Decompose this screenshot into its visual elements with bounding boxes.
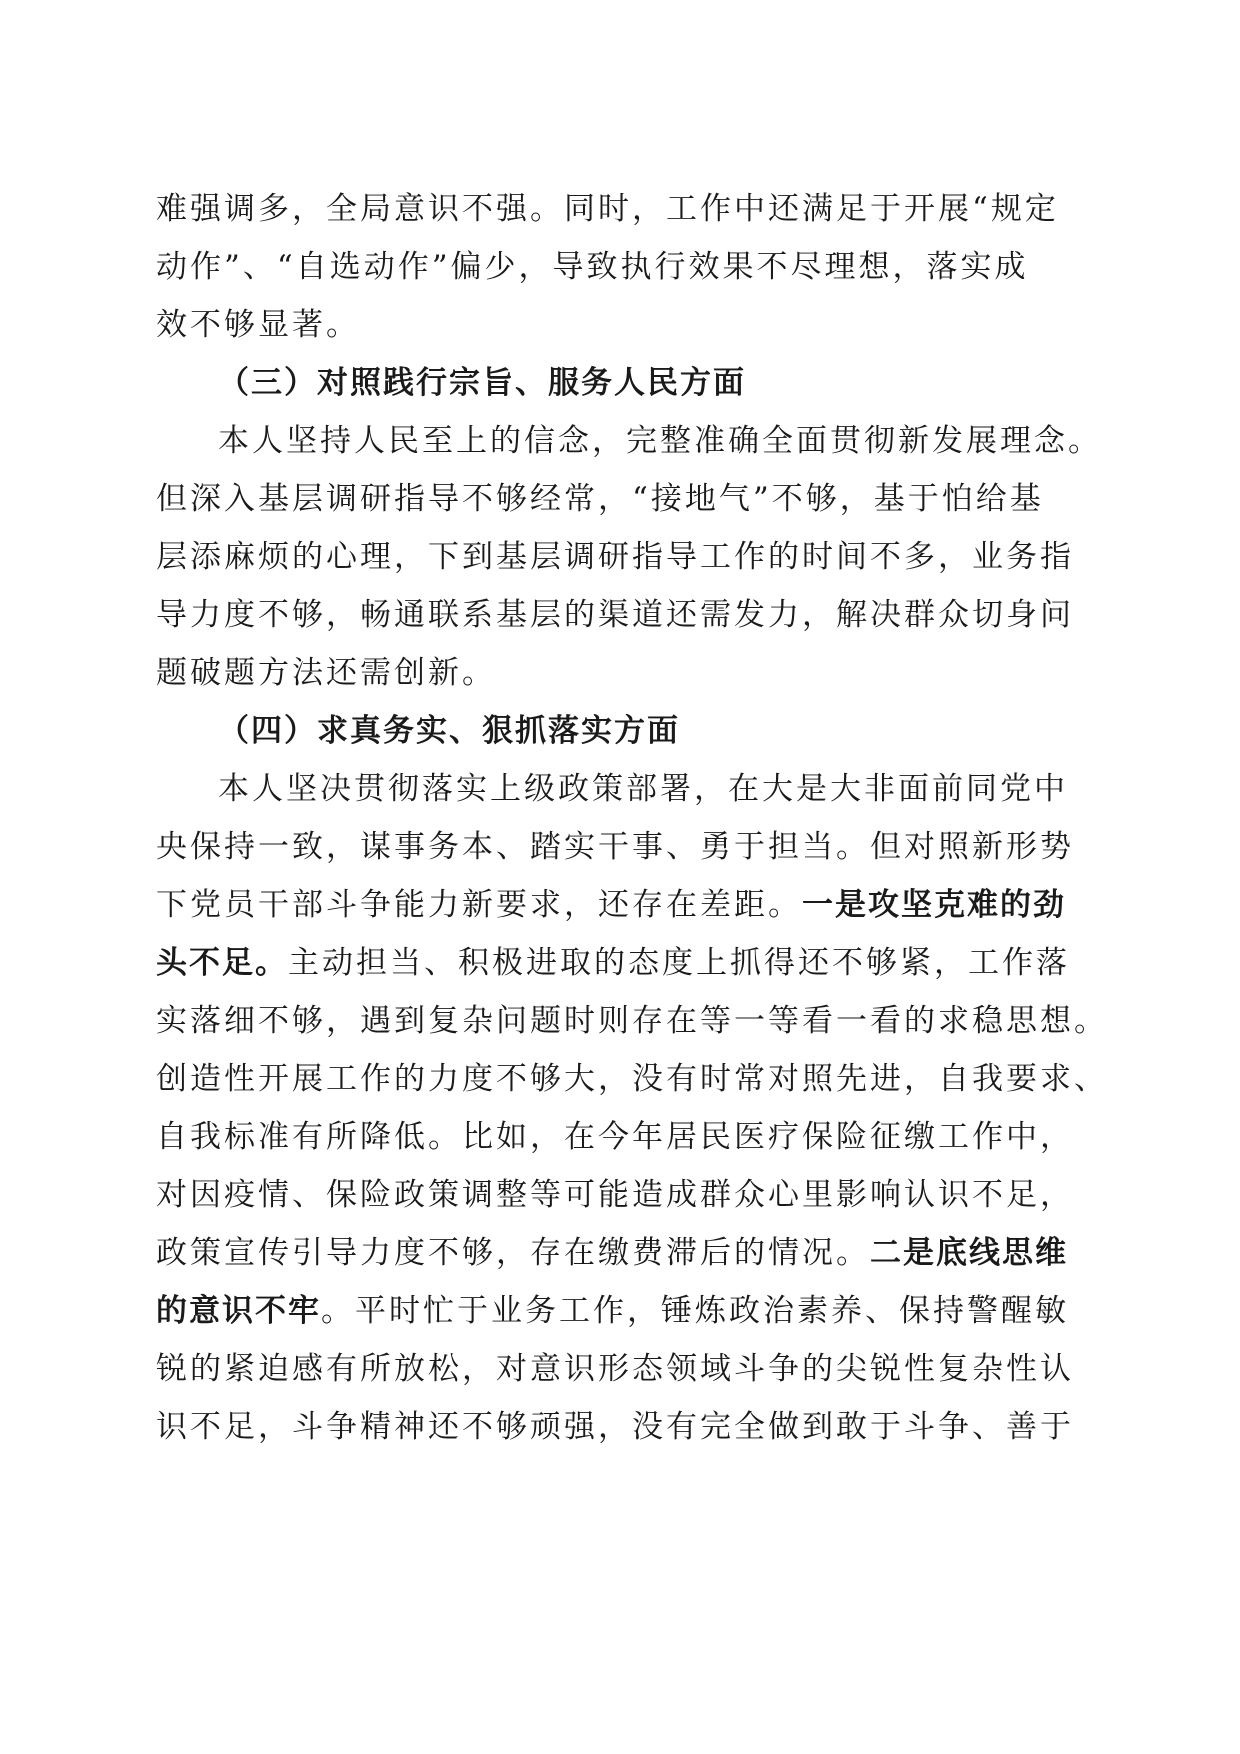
paragraph-line bbox=[156, 1224, 1086, 1282]
paragraph-line: 动作”、“自选动作”偏少，导致执行效果不尽理想，落实成 bbox=[156, 249, 1029, 285]
bold-point-1: 一是攻坚克难的劲 bbox=[802, 887, 1066, 923]
paragraph-line bbox=[156, 1282, 1086, 1340]
paragraph-line: 本人坚持人民至上的信念，完整准确全面贯彻新发展理念。 bbox=[218, 423, 1102, 459]
paragraph-line: 央保持一致，谋事务本、踏实干事、勇于担当。但对照新形势 bbox=[156, 829, 1074, 865]
paragraph-line: 层添麻烦的心理，下到基层调研指导工作的时间不多，业务指 bbox=[156, 539, 1074, 575]
paragraph-line bbox=[156, 934, 1086, 992]
paragraph-line: 但深入基层调研指导不够经常，“接地气”不够，基于怕给基 bbox=[156, 481, 1044, 517]
bold-point-2-end: 的意识不牢 bbox=[156, 1293, 321, 1329]
section-heading-3: （三）对照践行宗旨、服务人民方面 bbox=[218, 365, 746, 401]
paragraph-line: 锐的紧迫感有所放松，对意识形态领域斗争的尖锐性复杂性认 bbox=[156, 1351, 1074, 1387]
line-text: 下党员干部斗争能力新要求，还存在差距。 bbox=[156, 887, 802, 923]
bold-point-2: 二是底线思维 bbox=[870, 1235, 1068, 1271]
paragraph-line: 实落细不够，遇到复杂问题时则存在等一等看一看的求稳思想。 bbox=[156, 1003, 1108, 1039]
paragraph-line: 对因疫情、保险政策调整等可能造成群众心里影响认识不足， bbox=[156, 1177, 1074, 1213]
line-text: 。平时忙于业务工作，锤炼政治素养、保持警醒敏 bbox=[321, 1293, 1069, 1329]
document-body bbox=[156, 180, 1108, 1456]
paragraph-line: 本人坚决贯彻落实上级政策部署，在大是大非面前同党中 bbox=[218, 771, 1068, 807]
paragraph-line: 识不足，斗争精神还不够顽强，没有完全做到敢于斗争、善于 bbox=[156, 1409, 1074, 1445]
paragraph-line: 自我标准有所降低。比如，在今年居民医疗保险征缴工作中， bbox=[156, 1119, 1074, 1155]
section-heading-4: （四）求真务实、狠抓落实方面 bbox=[218, 713, 680, 749]
paragraph-line: 效不够显著。 bbox=[156, 307, 360, 343]
paragraph-line: 创造性开展工作的力度不够大，没有时常对照先进，自我要求、 bbox=[156, 1061, 1108, 1097]
paragraph-line bbox=[156, 876, 1086, 934]
bold-point-1-end: 头不足。 bbox=[156, 945, 288, 981]
paragraph-line: 导力度不够，畅通联系基层的渠道还需发力，解决群众切身问 bbox=[156, 597, 1074, 633]
paragraph-line: 难强调多，全局意识不强。同时，工作中还满足于开展“规定 bbox=[156, 191, 1059, 227]
paragraph-line: 题破题方法还需创新。 bbox=[156, 655, 496, 691]
line-text: 政策宣传引导力度不够，存在缴费滞后的情况。 bbox=[156, 1235, 870, 1271]
line-text: 主动担当、积极进取的态度上抓得还不够紧，工作落 bbox=[288, 945, 1070, 981]
